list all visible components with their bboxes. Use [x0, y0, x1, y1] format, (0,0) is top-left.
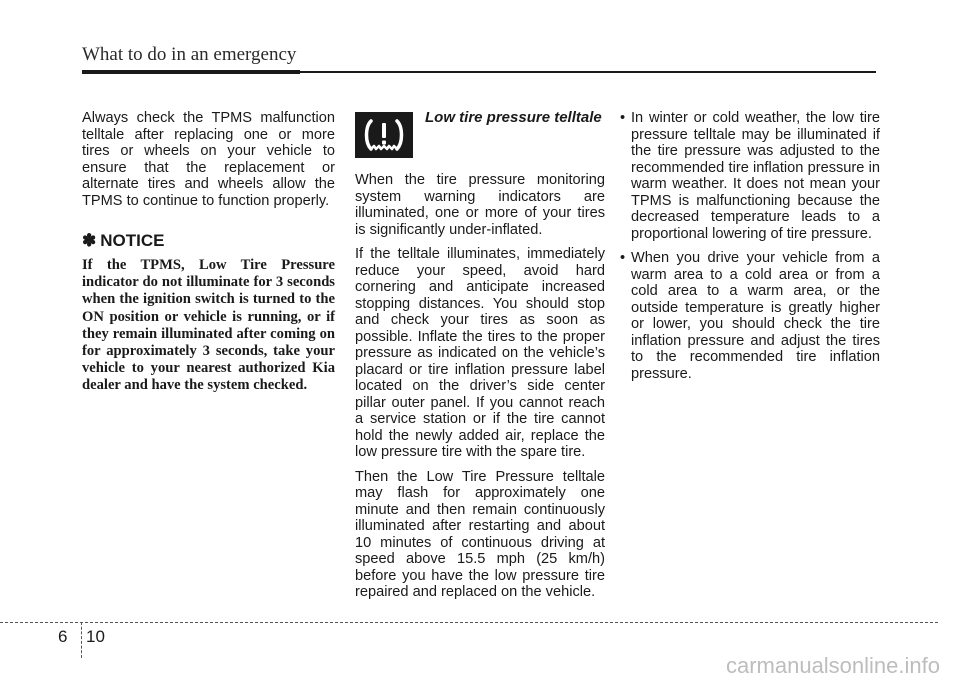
middle-paragraph-2: If the telltale illuminates, immediately reduce your speed, avoid hard cornering and anticipate increased stopping distances. You should stop and check your tires as soon as possible. Inflate the tires to the proper pressure as indicated on the vehicle’s placard or tire inflation pressure label located on the driver’s side center pillar outer panel. If you cannot reach a service station or if the tire cannot hold the newly added air, replace the low pressure tire with the spare tire. — [355, 246, 605, 460]
header-rule-thick — [82, 70, 300, 74]
footer-divider — [81, 622, 82, 658]
header-rule-thin — [300, 71, 876, 73]
column-left — [82, 110, 335, 403]
tpms-check-paragraph: Always check the TPMS malfunction telltale after replacing one or more tires or wheels on your vehicle to ensure that the replacement or alternate tires and wheels allow the TPMS to continue to function properly. — [82, 110, 335, 209]
notice-body: If the TPMS, Low Tire Pressure indicator do not illuminate for 3 seconds when the ignition switch is turned to the ON position or vehicle is running, or if they remain illuminated after coming on for approximately 3 seconds, take your vehicle to your nearest authorized Kia dealer and have the system checked. — [82, 257, 335, 394]
low-tire-pressure-block — [355, 110, 605, 158]
page-section-number: 6 — [58, 627, 68, 646]
watermark-text: carmanualsonline.info — [725, 653, 940, 678]
header-rule — [82, 70, 876, 74]
tpms-warning-icon — [355, 112, 413, 158]
notice-heading — [82, 231, 335, 251]
bullet-item: • When you drive your vehicle from a warm area to a cold area or from a cold area to a warm area, or the outside temperature is greatly higher or lower, you should check the tire inflation pressure and adjust the tires to the recommended tire inflation pressure. — [618, 250, 880, 382]
cold-weather-bullets — [618, 110, 880, 382]
bullet-item: • In winter or cold weather, the low tire pressure telltale may be illuminated if the tire pressure was adjusted to the recommended tire inflation pressure in warm weather. It does not mean your TPMS is malfunctioning because the decreased temperature leads to a proportional lowering of tire pressure. — [618, 110, 880, 242]
column-middle — [355, 110, 605, 609]
column-right — [618, 110, 880, 390]
middle-paragraph-1: When the tire pressure monitoring system warning indicators are illuminated, one or more of your tires is significantly under-inflated. — [355, 172, 605, 238]
page-number: 10 — [86, 627, 105, 646]
notice-heading-label: NOTICE — [100, 231, 165, 250]
low-tire-pressure-subheading: Low tire pressure telltale — [425, 109, 602, 126]
notice-star-icon: ✽ — [82, 231, 97, 250]
middle-paragraph-3: Then the Low Tire Pressure telltale may flash for approximately one minute and then remain continuously illuminated after restarting and about 10 minutes of continuous driving at speed above 15.5 mph (25 km/h) before you have the low pressure tire repaired and replaced on the vehicle. — [355, 468, 605, 600]
footer-rule — [0, 622, 938, 623]
page-header-title: What to do in an emergency — [82, 44, 297, 65]
